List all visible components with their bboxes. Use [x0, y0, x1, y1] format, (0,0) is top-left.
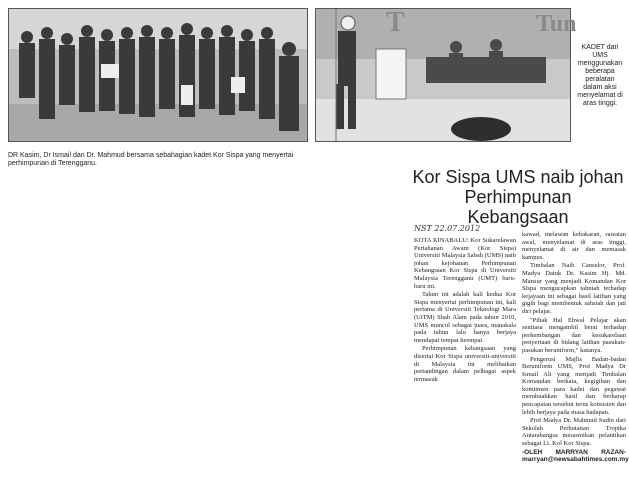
paragraph: Tahun ini adalah kali kedua Kor Sispa menyertai perhimpunan ini, kali pertama di Universiti Teknologi Mara (UiTM) Shah Alam pada tahun 2010, UMS muncul sebagai juara, manakala pada tahun lalu hanya berjaya mendapat tempat keempat.: [414, 291, 516, 344]
photo-caption-left: DR Kasim, Dr Ismail dan Dr. Mahmud bersama sebahagian kadet Kor Sispa yang menyertai perhimpunan di Terengganu.: [8, 152, 294, 167]
photo-caption-right: KADET dari UMS menggunakan beberapa peralatan dalam aksi menyelamat di aras tinggi.: [577, 44, 623, 107]
paragraph: KOTA KINABALU: Kor Sukarelawan Pertahanan Awam (Kor Sispa) Universiti Malaysia Sabah (UMS) naib johan kejohanan Perhimpunan Kebangsaan Kor Sispa di Universiti Malaysia Terengganu (UMT) baru-baru ini.: [414, 237, 516, 290]
article-column-left: [414, 237, 516, 384]
handwritten-dateline: NST 22.07.2012: [414, 224, 481, 233]
article-byline: -OLEH MARRYAN RAZAN-marryan@newsabahtimes.com.my: [522, 448, 629, 464]
paragraph: kawad, melawan kebakaran, rawatan awal, menyelamat di aras tinggi, menyelamat di air dan memasak kampus.: [522, 231, 626, 261]
article-headline: Kor Sispa UMS naib johan Perhimpunan Kebangsaan: [412, 167, 624, 227]
article-column-right: [522, 231, 629, 465]
paragraph: Perhimpunan kebangsaan yang disertai Kor Sispa universiti-universiti di Malaysia ini melibatkan pertandingan dalam pelbagai aspek termasuk: [414, 345, 516, 383]
paragraph: Prof Madya Dr. Mahmud Sudin dari Sekolah Perhutanan Tropika Antarabangsa merasmikan pelantikan sebagai Lt. Kol Kor Sispa.: [522, 417, 626, 448]
group-photo: [8, 8, 308, 142]
svg-text:Tun: Tun: [536, 11, 577, 37]
rescue-photo: [315, 7, 577, 142]
paragraph: Pengerusi Majlis Badan-badan Beruniform UMS, Prof Madya Dr Ismail Ali yang menjadi Timbalan Komandan berkata, kegigihan dan komitmen para kadet dan pegawai membuahkan hasil dan berharap pencapaian tersebut terus konsisten dan lebih berjaya pada masa hadapan.: [522, 355, 626, 416]
paragraph: Timbalan Naib Canselor, Prof. Madya Datuk Dr. Kasim Hj. Md. Mansur yang menjadi Komandan Kor Sispa mengucapkan tahniah terhadap kejayaan ini sebagai hasil latihan yang gigih bagi membentuk sahsiah dan jati diri pelajar.: [522, 262, 626, 315]
svg-text:T: T: [386, 7, 405, 38]
paragraph: "Pihak Hal Ehwal Pelajar akan sentiasa mengambil berat terhadap perkembangan dan kesukarelaan penyertaan di bidang latihan pasukan-pasukan beruniform," katanya.: [522, 316, 626, 354]
